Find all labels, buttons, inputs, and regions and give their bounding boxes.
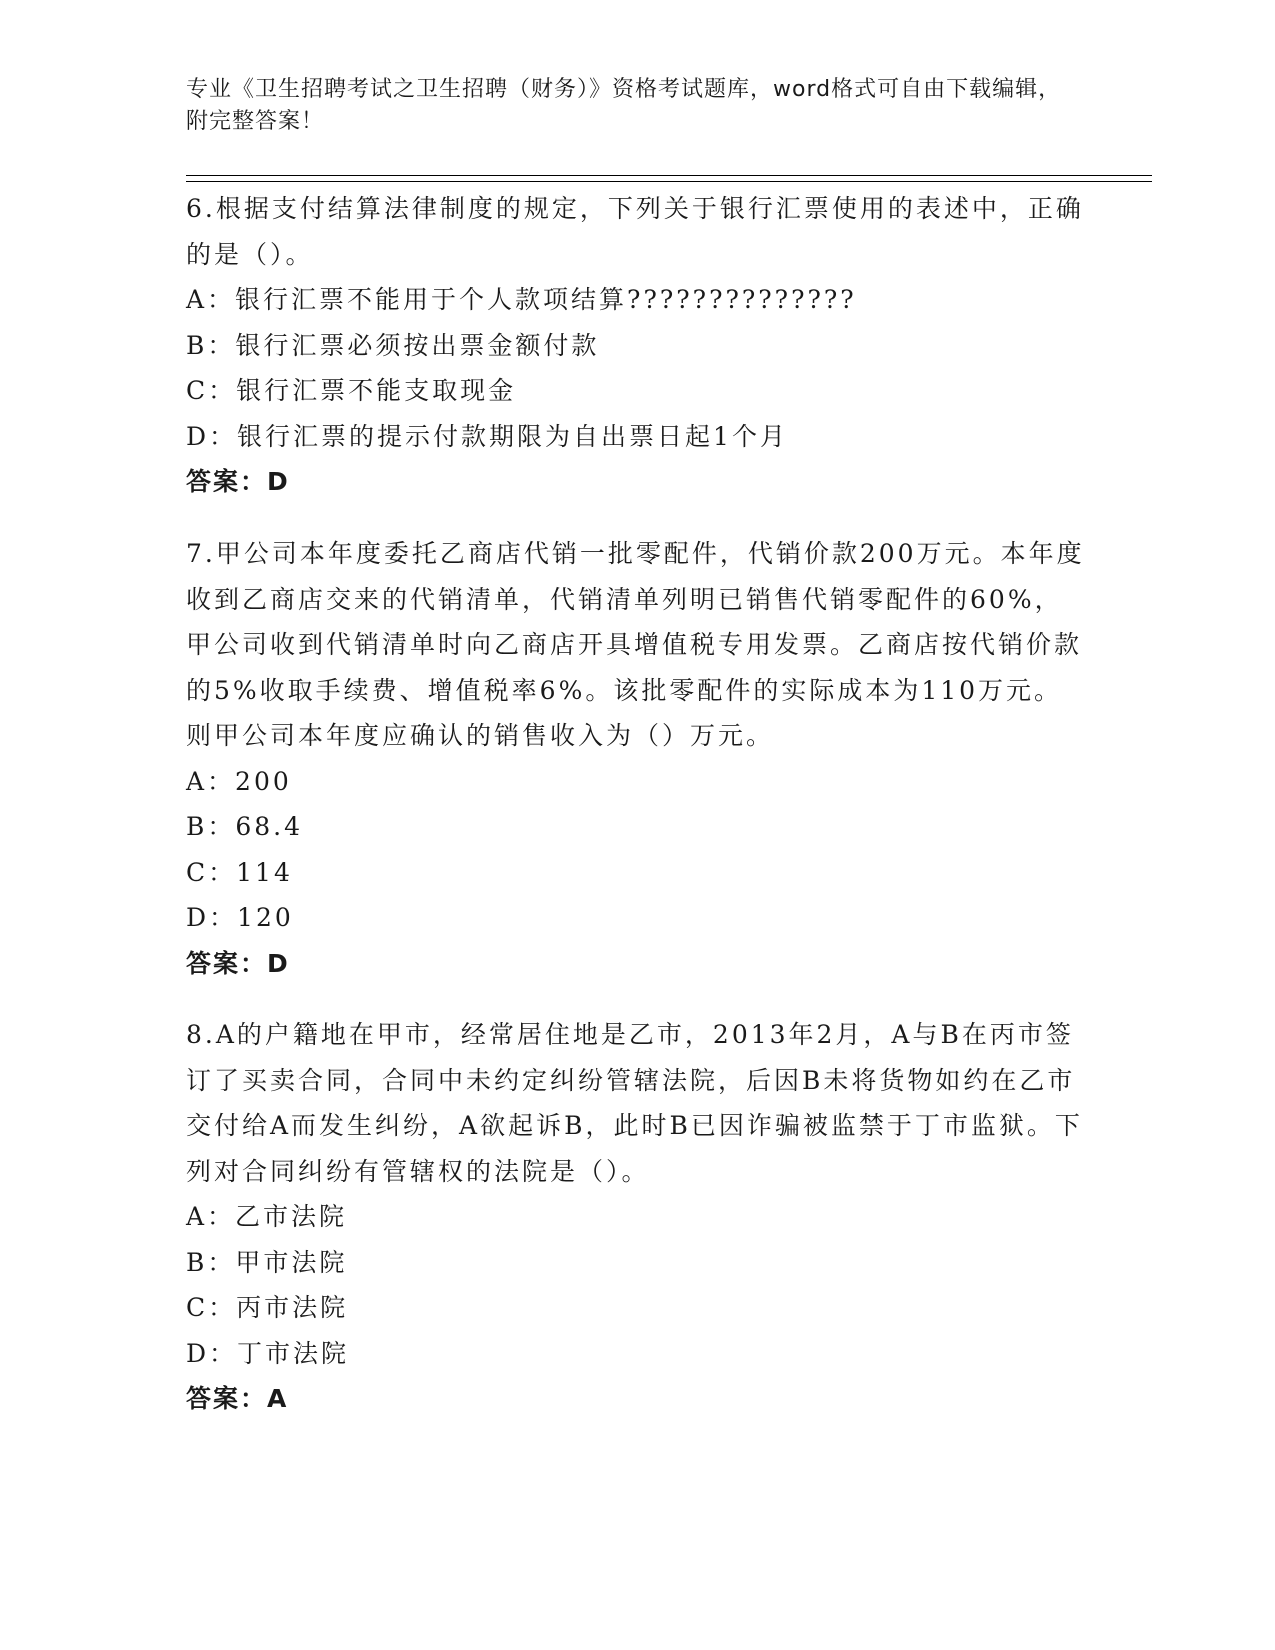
answer-line: 答案：D	[186, 467, 290, 496]
option-b: B：68.4	[186, 812, 304, 841]
option-b: B：甲市法院	[186, 1247, 348, 1277]
header-divider-thin	[186, 175, 1152, 176]
question-stem: 6.根据支付结算法律制度的规定，下列关于银行汇票使用的表述中，正确的是（）。	[186, 194, 1084, 269]
option-d: D：银行汇票的提示付款期限为自出票日起1个月	[186, 421, 788, 451]
option-a: A：200	[186, 766, 292, 796]
option-c: C：银行汇票不能支取现金	[186, 376, 517, 405]
option-c: C：114	[186, 857, 293, 887]
question-stem: 7.甲公司本年度委托乙商店代销一批零配件，代销价款200万元。本年度收到乙商店交来的代销清单，代销清单列明已销售代销零配件的60%，甲公司收到代销清单时向乙商店开具增值税专用发票。乙商店按代销价款的5%收取手续费、增值税率6%。该批零配件的实际成本为110万元。则甲公司本年度应确认的销售收入为（）万元。	[186, 539, 1085, 750]
question-8	[186, 1012, 1086, 1422]
answer-line: 答案：D	[186, 948, 290, 978]
header-divider-thick	[186, 181, 1152, 182]
question-6	[186, 186, 1086, 505]
option-c: C：丙市法院	[186, 1293, 349, 1322]
option-a: A：乙市法院	[186, 1202, 348, 1231]
option-d: D：120	[186, 903, 294, 932]
document-header: 专业《卫生招聘考试之卫生招聘（财务）》资格考试题库，word格式可自由下载编辑，附完整答案！	[186, 77, 1062, 134]
option-d: D：丁市法院	[186, 1338, 350, 1368]
question-7	[186, 531, 1086, 986]
option-b: B：银行汇票必须按出票金额付款	[186, 330, 600, 360]
answer-line: 答案：A	[186, 1384, 289, 1413]
option-a: A：银行汇票不能用于个人款项结算??????????????	[186, 285, 857, 314]
question-stem: 8.A的户籍地在甲市，经常居住地是乙市，2013年2月，A与B在丙市签订了买卖合同，合同中未约定纠纷管辖法院，后因B未将货物如约在乙市交付给A而发生纠纷，A欲起诉B，此时B已因诈骗被监禁于丁市监狱。下列对合同纠纷有管辖权的法院是（）。	[186, 1020, 1083, 1186]
